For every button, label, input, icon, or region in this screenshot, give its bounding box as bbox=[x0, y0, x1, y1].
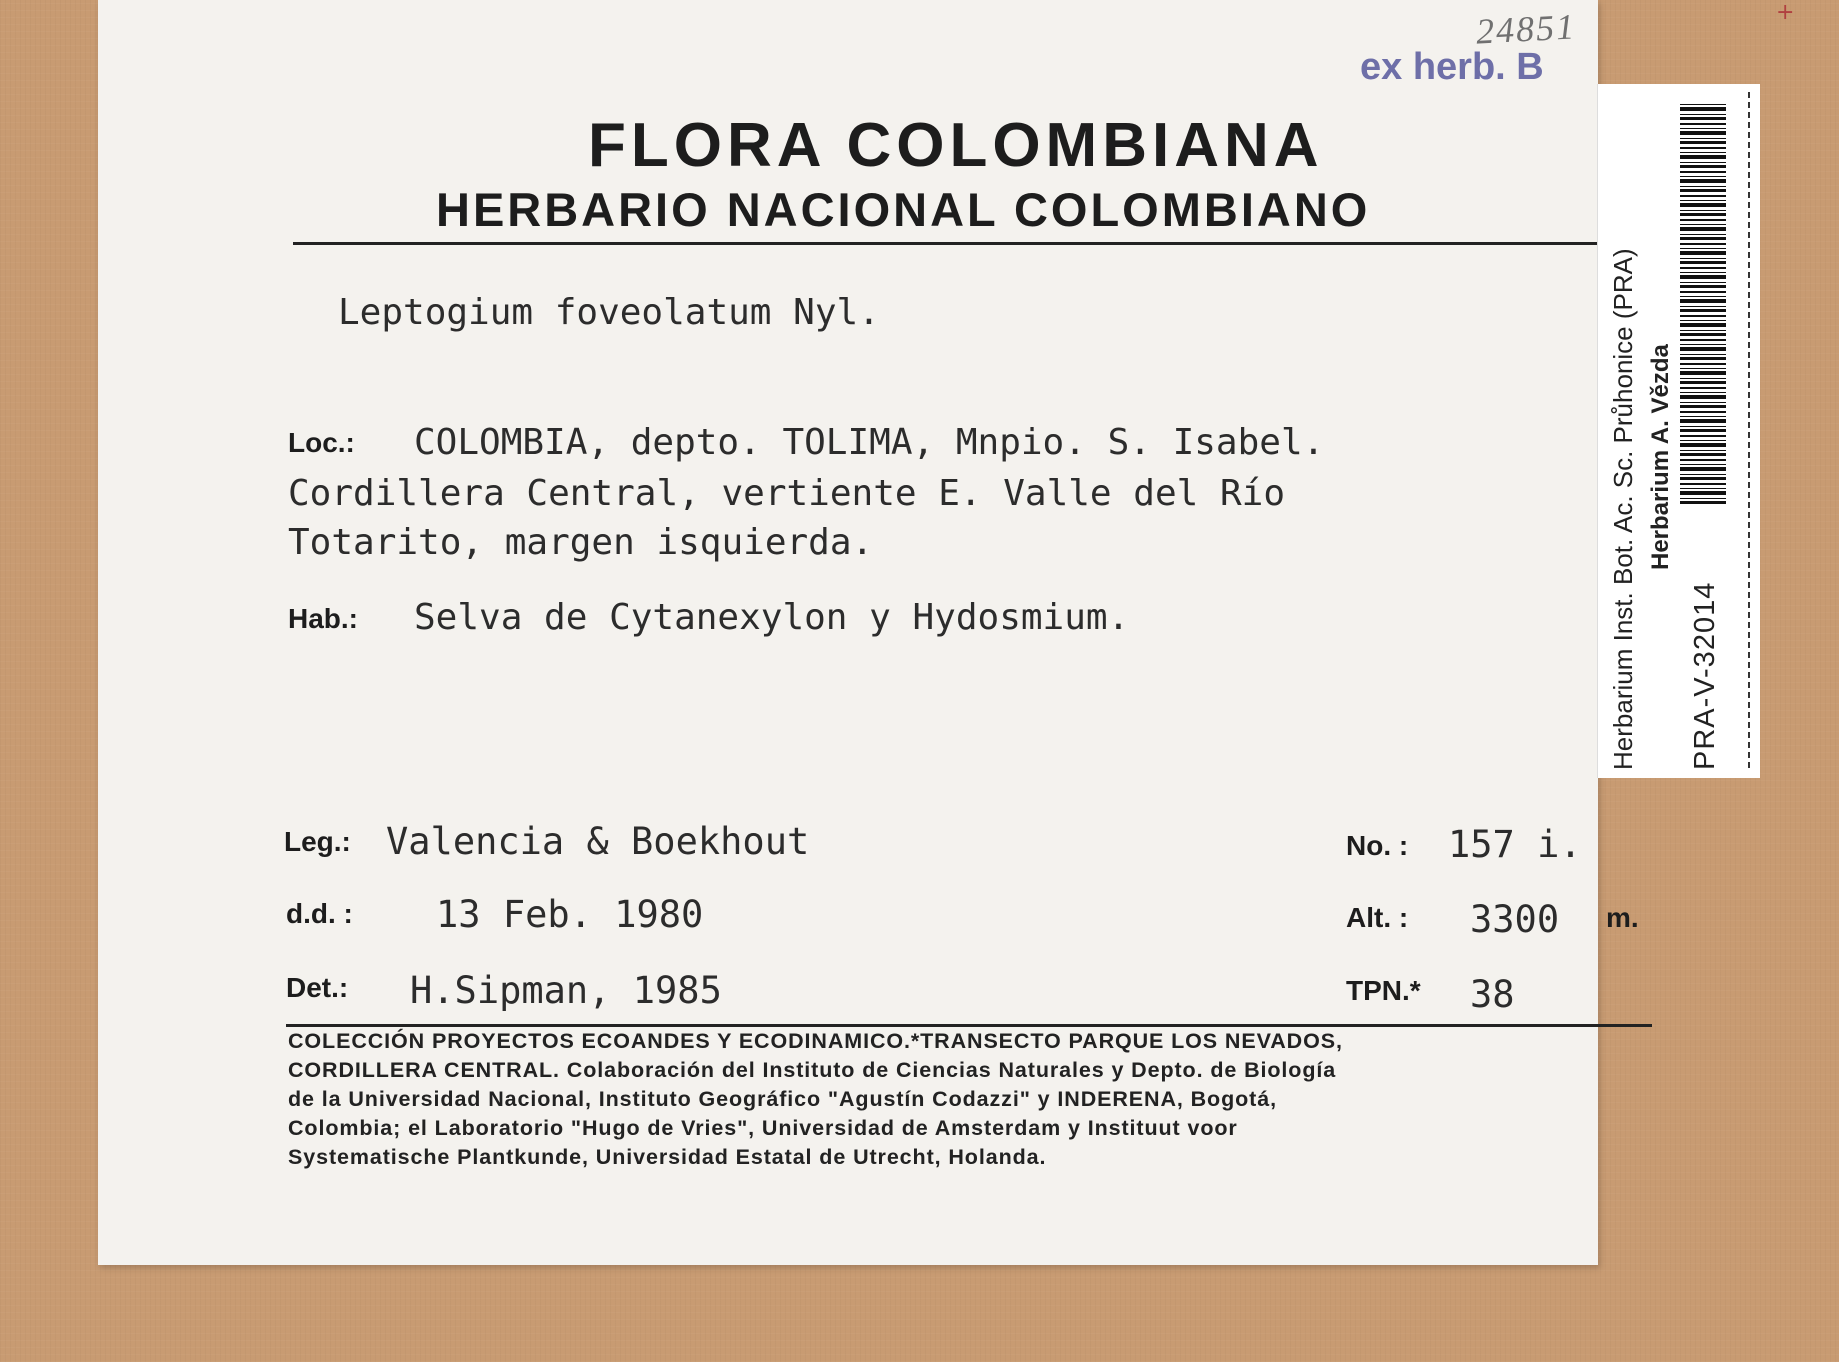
footer-line: Colombia; el Laboratorio "Hugo de Vries", Universidad de Amsterdam y Instituut voor bbox=[288, 1116, 1238, 1140]
herbarium-name: Herbarium A. Vězda bbox=[1647, 344, 1674, 570]
barcode-label bbox=[1597, 84, 1760, 778]
label-title: FLORA COLOMBIANA bbox=[588, 111, 1324, 180]
collector-value: Valencia & Boekhout bbox=[386, 820, 810, 863]
number-value: 157 i. bbox=[1448, 823, 1582, 866]
footer-line: CORDILLERA CENTRAL. Colaboración del Instituto de Ciencias Naturales y Depto. de Biología bbox=[288, 1058, 1337, 1082]
habitat-label: Hab.: bbox=[288, 603, 358, 634]
handwritten-number: 24851 bbox=[1475, 6, 1577, 52]
altitude-unit: m. bbox=[1606, 902, 1639, 933]
institution-text: Herbarium Inst. Bot. Ac. Sc. Průhonice (PRA) bbox=[1608, 248, 1638, 770]
plus-mark-icon: + bbox=[1776, 0, 1795, 25]
header-rule bbox=[293, 242, 1651, 245]
determiner-value: H.Sipman, 1985 bbox=[410, 969, 722, 1012]
determiner-label: Det.: bbox=[286, 972, 349, 1003]
locality-line-3: Totarito, margen isquierda. bbox=[288, 522, 874, 563]
collector-label: Leg.: bbox=[284, 826, 351, 857]
habitat-value: Selva de Cytanexylon y Hydosmium. bbox=[414, 597, 1130, 638]
number-label: No. : bbox=[1346, 830, 1409, 861]
tpn-value: 38 bbox=[1470, 973, 1515, 1016]
footer-line: COLECCIÓN PROYECTOS ECOANDES Y ECODINAMICO.*TRANSECTO PARQUE LOS NEVADOS, bbox=[288, 1029, 1343, 1053]
cut-line bbox=[1748, 92, 1750, 768]
footer-line: Systematische Plantkunde, Universidad Estatal de Utrecht, Holanda. bbox=[288, 1145, 1047, 1169]
ex-herb-stamp: ex herb. B bbox=[1360, 46, 1544, 88]
locality-label: Loc.: bbox=[288, 427, 355, 458]
locality-line-2: Cordillera Central, vertiente E. Valle del Río bbox=[288, 473, 1285, 514]
species-name: Leptogium foveolatum Nyl. bbox=[338, 292, 880, 333]
altitude-value: 3300 bbox=[1470, 898, 1560, 941]
barcode-icon bbox=[1680, 104, 1726, 504]
label-subtitle: HERBARIO NACIONAL COLOMBIANO bbox=[436, 183, 1371, 236]
locality-line-1: COLOMBIA, depto. TOLIMA, Mnpio. S. Isabel. bbox=[414, 422, 1325, 463]
altitude-label: Alt. : bbox=[1346, 902, 1409, 933]
date-value: 13 Feb. 1980 bbox=[436, 893, 704, 936]
tpn-label: TPN.* bbox=[1346, 975, 1421, 1006]
footer-line: de la Universidad Nacional, Instituto Geográfico "Agustín Codazzi" y INDERENA, Bogotá, bbox=[288, 1087, 1277, 1111]
collection-footer bbox=[288, 1027, 1648, 1172]
specimen-id: PRA-V-32014 bbox=[1689, 581, 1721, 770]
date-label: d.d. : bbox=[286, 898, 353, 929]
